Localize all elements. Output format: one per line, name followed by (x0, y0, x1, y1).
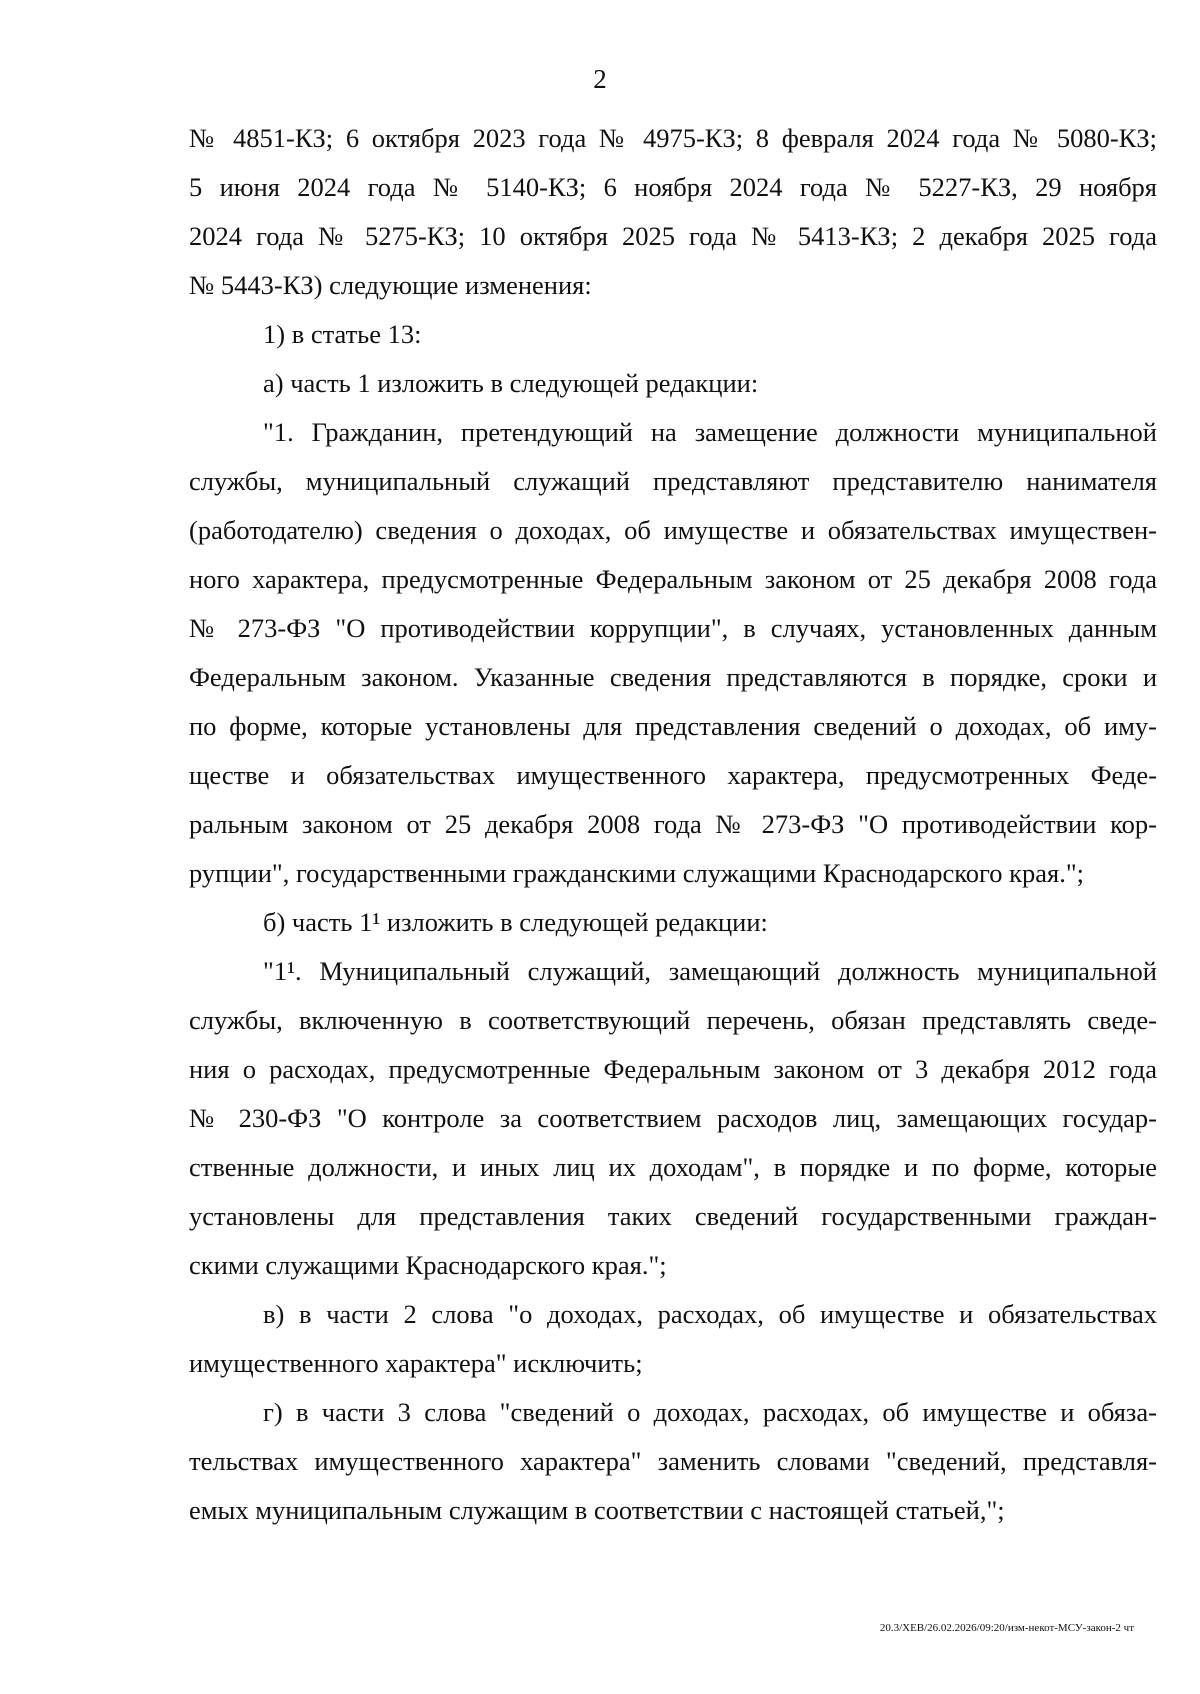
text-line: № 273-ФЗ "О противодействии коррупции", в случаях, установленных данным (189, 613, 1157, 643)
text-line: службы, муниципальный служащий представляют представителю нанимателя (189, 466, 1157, 496)
text-line: № 5443-КЗ) следующие изменения: (189, 270, 592, 300)
text-line: г) в части 3 слова "сведений о доходах, расходах, об имуществе и обяза- (263, 1397, 1157, 1427)
text-line: а) часть 1 изложить в следующей редакции: (263, 368, 759, 398)
text-line: Федеральным законом. Указанные сведения представляются в порядке, сроки и (189, 662, 1157, 692)
footer-code: 20.3/ХЕВ/26.02.2026/09:20/изм-некот-МСУ-закон-2 чт (879, 1622, 1134, 1634)
text-line: № 4851-КЗ; 6 октября 2023 года № 4975-КЗ; 8 февраля 2024 года № 5080-КЗ; (189, 123, 1157, 153)
text-line: (работодателю) сведения о доходах, об имуществе и обязательствах имуществен- (189, 515, 1157, 545)
text-line: службы, включенную в соответствующий перечень, обязан представлять сведе- (189, 1005, 1157, 1035)
text-line: № 230-ФЗ "О контроле за соответствием расходов лиц, замещающих государ- (189, 1103, 1157, 1133)
text-line: тельствах имущественного характера" заменить словами "сведений, представля- (189, 1446, 1157, 1476)
text-line: ния о расходах, предусмотренные Федеральным законом от 3 декабря 2012 года (189, 1054, 1157, 1084)
text-line: ществе и обязательствах имущественного характера, предусмотренных Феде- (189, 760, 1157, 790)
body-text (189, 114, 1157, 1535)
text-line: ральным законом от 25 декабря 2008 года № 273-ФЗ "О противодействии кор- (189, 809, 1157, 839)
text-line: ного характера, предусмотренные Федеральным законом от 25 декабря 2008 года (189, 564, 1157, 594)
text-line: скими служащими Краснодарского края."; (189, 1250, 667, 1280)
text-line: 5 июня 2024 года № 5140-КЗ; 6 ноября 2024 года № 5227-КЗ, 29 ноября (189, 172, 1157, 202)
text-line: ственные должности, и иных лиц их доходам", в порядке и по форме, которые (189, 1152, 1157, 1182)
text-line: "1¹. Муниципальный служащий, замещающий должность муниципальной (263, 956, 1157, 986)
text-line: 1) в статье 13: (263, 319, 422, 349)
text-line: емых муниципальным служащим в соответствии с настоящей статьей,"; (189, 1495, 1005, 1525)
text-line: б) часть 1¹ изложить в следующей редакции: (263, 907, 768, 937)
text-line: установлены для представления таких сведений государственными граждан- (189, 1201, 1157, 1231)
text-line: 2024 года № 5275-КЗ; 10 октября 2025 года № 5413-КЗ; 2 декабря 2025 года (189, 221, 1157, 251)
text-line: имущественного характера" исключить; (189, 1348, 643, 1378)
text-line: "1. Гражданин, претендующий на замещение должности муниципальной (263, 417, 1157, 447)
text-line: по форме, которые установлены для представления сведений о доходах, об иму- (189, 711, 1157, 741)
page-number: 2 (593, 64, 607, 94)
text-line: в) в части 2 слова "о доходах, расходах, об имуществе и обязательствах (263, 1299, 1157, 1329)
text-line: рупции", государственными гражданскими служащими Краснодарского края."; (189, 858, 1085, 888)
